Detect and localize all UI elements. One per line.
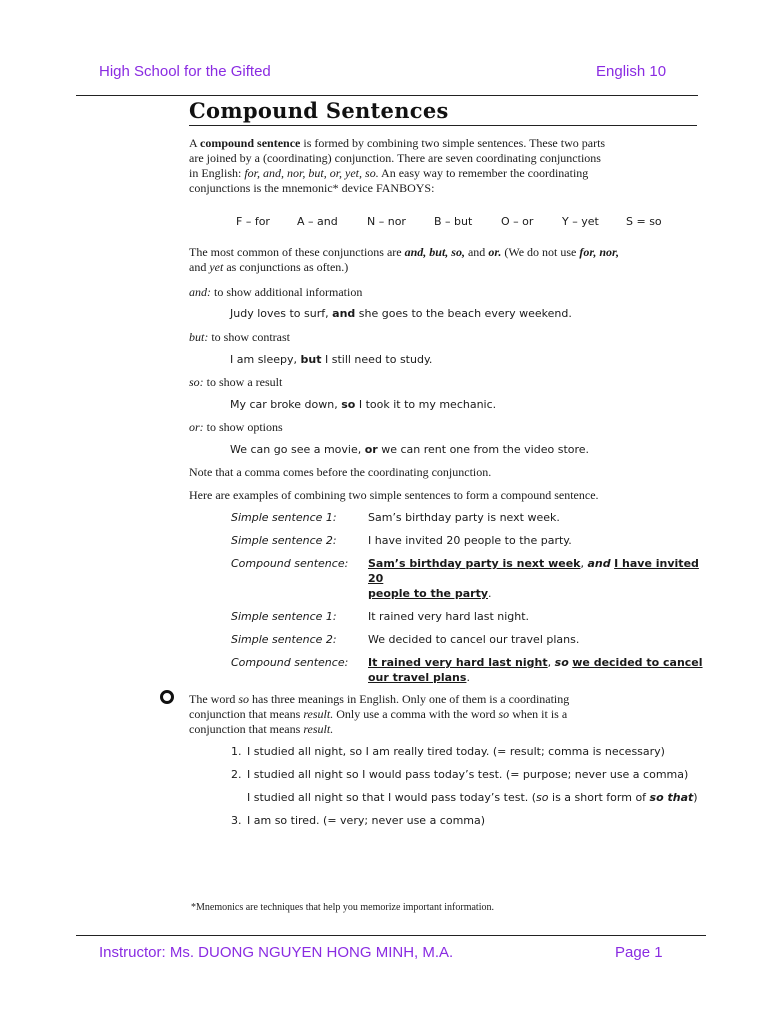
example1-sentence2: I have invited 20 people to the party. [368, 534, 572, 547]
use-but-label: but: to show contrast [189, 330, 290, 344]
fanboys-a: A – and [297, 215, 338, 228]
use-or-example: We can go see a movie, or we can rent one from the video store. [230, 443, 590, 456]
use-or-label: or: to show options [189, 420, 283, 434]
example1-sentence1: Sam’s birthday party is next week. [368, 511, 560, 524]
example1-label1: Simple sentence 1: [231, 511, 337, 524]
instructor-name: Instructor: Ms. DUONG NGUYEN HONG MINH, M.A. [99, 944, 454, 961]
use-so-example: My car broke down, so I took it to my mechanic. [230, 398, 497, 411]
so-list-item-3: 3. I am so tired. (= very; never use a comma) [231, 814, 486, 827]
footnote: *Mnemonics are techniques that help you memorize important information. [191, 902, 494, 913]
comma-note: Note that a comma comes before the coordinating conjunction. [189, 465, 492, 479]
page-number: Page 1 [615, 944, 663, 961]
page-title: Compound Sentences [189, 98, 449, 123]
fanboys-n: N – nor [367, 215, 406, 228]
example2-compound: It rained very hard last night, so we decided to cancel our travel plans. [368, 656, 703, 684]
intro-paragraph: A compound sentence is formed by combining two simple sentences. These two parts are joined by a (coordinating) conjunction. There are seven coordinating conjunctions in English: for, and, nor, but, or, yet, so. An easy way to remember the coordinating conjunctions is the mnemonic* device FANBOYS: [189, 136, 606, 195]
example2-label1: Simple sentence 1: [231, 610, 337, 623]
fanboys-s: S = so [626, 215, 662, 228]
title-rule [189, 125, 697, 126]
example1-label3: Compound sentence: [231, 557, 349, 570]
examples-intro: Here are examples of combining two simple sentences to form a compound sentence. [189, 488, 599, 502]
so-list-item-1: 1. I studied all night, so I am really tired today. (= result; comma is necessary) [231, 745, 665, 758]
example1-label2: Simple sentence 2: [231, 534, 337, 547]
course-name: English 10 [596, 63, 667, 80]
fanboys-o: O – or [501, 215, 534, 228]
school-name: High School for the Gifted [99, 63, 271, 80]
footer-rule [76, 935, 706, 936]
example2-label3: Compound sentence: [231, 656, 349, 669]
use-but-example: I am sleepy, but I still need to study. [230, 353, 433, 366]
header-rule [76, 95, 698, 96]
common-conjunctions-paragraph: The most common of these conjunctions are and, but, so, and or. (We do not use for, nor, and yet as conjunctions as often.) [189, 245, 620, 274]
use-and-example: Judy loves to surf, and she goes to the beach every weekend. [230, 307, 572, 320]
fanboys-b: B – but [434, 215, 473, 228]
example2-sentence1: It rained very hard last night. [368, 610, 530, 623]
so-list-item-2: 2. I studied all night so I would pass today’s test. (= purpose; never use a comma) [231, 768, 689, 781]
so-list-item-2b: I studied all night so that I would pass today’s test. (so is a short form of so that) [247, 791, 698, 804]
fanboys-f: F – for [236, 215, 270, 228]
use-so-label: so: to show a result [189, 375, 283, 389]
example1-compound: Sam’s birthday party is next week, and I have invited 20 people to the party. [368, 557, 699, 600]
fanboys-y: Y – yet [562, 215, 599, 228]
so-note-paragraph: The word so has three meanings in English. Only one of them is a coordinating conjunction that means result. Only use a comma with the word so when it is a conjunction that means result. [189, 692, 570, 736]
use-and-label: and: to show additional information [189, 285, 363, 299]
example2-label2: Simple sentence 2: [231, 633, 337, 646]
note-bullet-icon [160, 690, 174, 704]
example2-sentence2: We decided to cancel our travel plans. [368, 633, 580, 646]
